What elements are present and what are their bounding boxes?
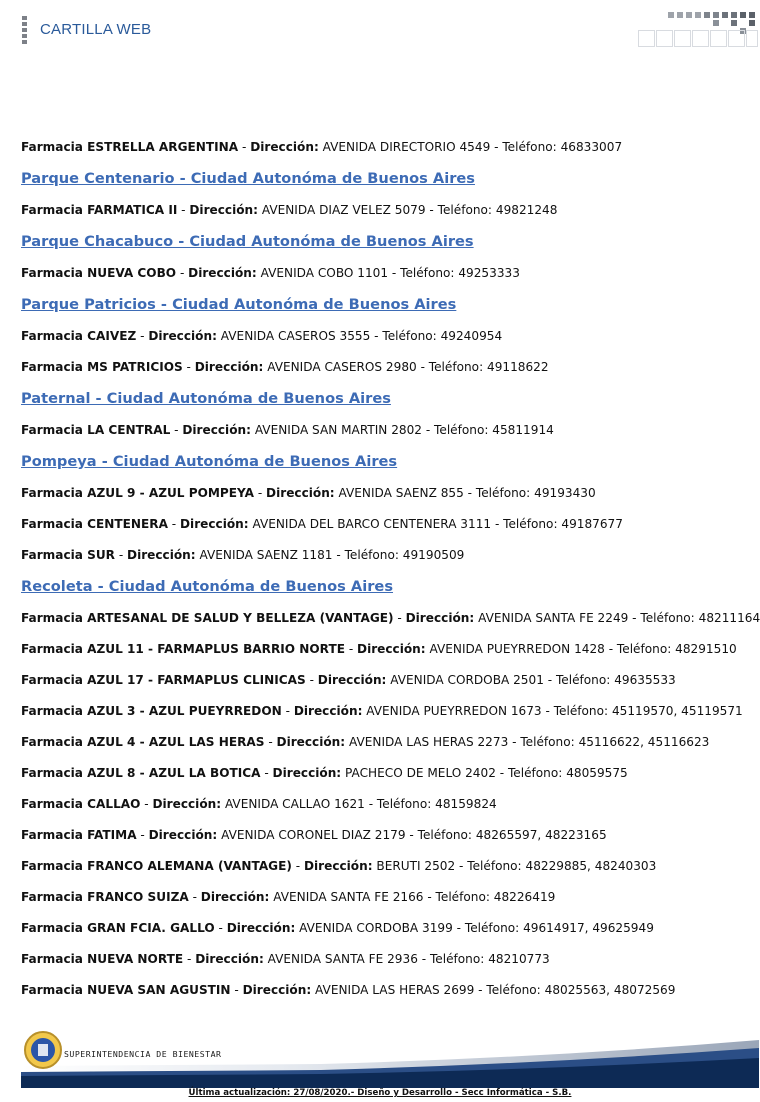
address-label: Dirección: (148, 329, 217, 343)
separator: - (416, 360, 429, 374)
pharmacy-entry (21, 484, 751, 502)
address-label: Dirección: (188, 266, 257, 280)
address-value: AVENIDA SAENZ 855 (338, 486, 464, 500)
phone-value: 49821248 (495, 203, 558, 217)
page-title: CARTILLA WEB (40, 21, 152, 38)
phone-label: Teléfono: (616, 642, 672, 656)
separator: - (170, 423, 183, 437)
pharmacy-entry (21, 671, 751, 689)
separator: - (393, 611, 406, 625)
separator: - (508, 735, 521, 749)
address-value: AVENIDA SAN MARTIN 2802 (254, 423, 422, 437)
address-label: Dirección: (317, 673, 387, 687)
pharmacy-name: Farmacia ESTRELLA ARGENTINA (21, 140, 239, 154)
separator: - (214, 921, 227, 935)
phone-label: Teléfono: (464, 921, 520, 935)
address-label: Dirección: (293, 704, 363, 718)
separator: - (388, 266, 401, 280)
separator: - (264, 735, 277, 749)
phone-label: Teléfono: (344, 548, 399, 562)
phone-value: 48229885, 48240303 (525, 859, 657, 873)
separator: - (425, 203, 438, 217)
pharmacy-name: Farmacia CAIVEZ (21, 329, 137, 343)
phone-label: Teléfono: (475, 486, 531, 500)
address-label: Dirección: (266, 486, 335, 500)
phone-value: 48291510 (675, 642, 737, 656)
separator: - (364, 797, 377, 811)
separator: - (452, 921, 465, 935)
pharmacy-name: Farmacia NUEVA COBO (21, 266, 177, 280)
address-value: AVENIDA PUEYRREDON 1673 (366, 704, 542, 718)
pharmacy-name: Farmacia AZUL 3 - AZUL PUEYRREDON (21, 704, 282, 718)
separator: - (305, 673, 318, 687)
address-label: Dirección: (148, 828, 218, 842)
pharmacy-entry (21, 764, 751, 782)
pharmacy-entry (21, 950, 751, 968)
separator: - (136, 329, 149, 343)
address-value: BERUTI 2502 (376, 859, 456, 873)
pharmacy-entry (21, 888, 751, 906)
phone-label: Teléfono: (434, 423, 489, 437)
pharmacy-entry (21, 264, 751, 282)
phone-label: Teléfono: (376, 797, 432, 811)
phone-label: Teléfono: (502, 140, 557, 154)
address-value: AVENIDA CALLAO 1621 (224, 797, 365, 811)
phone-label: Teléfono: (428, 360, 484, 374)
pharmacy-name: Farmacia AZUL 11 - FARMAPLUS BARRIO NORTE (21, 642, 345, 656)
address-label: Dirección: (272, 766, 342, 780)
pharmacy-entry (21, 546, 751, 564)
phone-value: 48210773 (488, 952, 550, 966)
separator: - (491, 517, 504, 531)
section-heading-link[interactable]: Paternal - Ciudad Autonóma de Buenos Aires (21, 390, 391, 407)
pharmacy-name: Farmacia SUR (21, 548, 115, 562)
separator: - (370, 329, 383, 343)
phone-label: Teléfono: (417, 828, 472, 842)
phone-value: 48226419 (493, 890, 556, 904)
phone-value: 49614917, 49625949 (523, 921, 654, 935)
pharmacy-name: Farmacia AZUL 8 - AZUL LA BOTICA (21, 766, 261, 780)
separator: - (423, 890, 436, 904)
address-value: PACHECO DE MELO 2402 (345, 766, 496, 780)
address-value: AVENIDA SANTA FE 2249 (478, 611, 629, 625)
address-value: AVENIDA SANTA FE 2936 (267, 952, 418, 966)
phone-value: 45116622, 45116623 (578, 735, 710, 749)
separator: - (541, 704, 554, 718)
address-value: AVENIDA DIAZ VELEZ 5079 (261, 203, 426, 217)
pharmacy-name: Farmacia NUEVA NORTE (21, 952, 184, 966)
phone-value: 49190509 (402, 548, 465, 562)
address-value: AVENIDA CORONEL DIAZ 2179 (221, 828, 406, 842)
separator: - (238, 140, 251, 154)
phone-label: Teléfono: (520, 735, 575, 749)
pharmacy-name: Farmacia AZUL 9 - AZUL POMPEYA (21, 486, 254, 500)
separator: - (332, 548, 345, 562)
separator: - (281, 704, 294, 718)
address-value: AVENIDA SAENZ 1181 (199, 548, 333, 562)
address-label: Dirección: (200, 890, 270, 904)
address-value: AVENIDA DIRECTORIO 4549 (322, 140, 491, 154)
pharmacy-entry (21, 981, 751, 999)
separator: - (177, 203, 190, 217)
phone-value: 49635533 (614, 673, 676, 687)
address-value: AVENIDA LAS HERAS 2699 (315, 983, 475, 997)
separator: - (405, 828, 418, 842)
address-label: Dirección: (180, 517, 249, 531)
separator: - (344, 642, 358, 656)
footer-update-text: Última actualización: 27/08/2020.- Diseño y Desarrollo - Secc Informática - S.B. (188, 1088, 572, 1098)
separator: - (183, 952, 196, 966)
separator: - (490, 140, 503, 154)
separator: - (463, 486, 476, 500)
pharmacy-entry (21, 640, 751, 658)
address-label: Dirección: (242, 983, 312, 997)
separator: - (167, 517, 181, 531)
separator: - (182, 360, 195, 374)
address-label: Dirección: (195, 952, 264, 966)
address-label: Dirección: (357, 642, 426, 656)
separator: - (260, 766, 273, 780)
section-heading-link[interactable]: Pompeya - Ciudad Autonóma de Buenos Aires (21, 453, 398, 470)
separator: - (114, 548, 128, 562)
phone-label: Teléfono: (435, 890, 490, 904)
phone-label: Teléfono: (553, 704, 609, 718)
address-value: AVENIDA CORDOBA 3199 (299, 921, 453, 935)
header-stripe-icon (22, 16, 27, 46)
pharmacy-entry (21, 609, 760, 627)
phone-value: 48265597, 48223165 (475, 828, 607, 842)
address-value: AVENIDA PUEYRREDON 1428 (429, 642, 605, 656)
pharmacy-entry (21, 702, 751, 720)
phone-value: 46833007 (560, 140, 623, 154)
address-label: Dirección: (127, 548, 196, 562)
separator: - (140, 797, 153, 811)
phone-value: 49187677 (561, 517, 623, 531)
pharmacy-entry (21, 515, 751, 533)
pharmacy-name: Farmacia AZUL 17 - FARMAPLUS CLINICAS (21, 673, 306, 687)
address-label: Dirección: (182, 423, 251, 437)
section-heading-link[interactable]: Parque Centenario - Ciudad Autonóma de Buenos Aires (21, 170, 475, 187)
separator: - (543, 673, 556, 687)
phone-label: Teléfono: (429, 952, 485, 966)
separator: - (495, 766, 508, 780)
pharmacy-entry (21, 857, 751, 875)
phone-value: 48159824 (435, 797, 497, 811)
address-value: AVENIDA CORDOBA 2501 (390, 673, 544, 687)
phone-value: 48025563, 48072569 (544, 983, 676, 997)
address-value: AVENIDA CASEROS 2980 (267, 360, 417, 374)
pharmacy-entry (21, 327, 751, 345)
pharmacy-name: Farmacia CALLAO (21, 797, 141, 811)
pharmacy-name: Farmacia MS PATRICIOS (21, 360, 183, 374)
phone-value: 49240954 (440, 329, 503, 343)
pharmacy-entry (21, 733, 751, 751)
phone-label: Teléfono: (555, 673, 611, 687)
section-heading-link[interactable]: Parque Chacabuco - Ciudad Autonóma de Buenos Aires (21, 233, 474, 250)
address-value: AVENIDA LAS HERAS 2273 (348, 735, 509, 749)
separator: - (628, 611, 641, 625)
pharmacy-name: Farmacia FATIMA (21, 828, 137, 842)
address-label: Dirección: (226, 921, 296, 935)
address-label: Dirección: (303, 859, 373, 873)
address-value: AVENIDA SANTA FE 2166 (273, 890, 424, 904)
separator: - (176, 266, 189, 280)
phone-label: Teléfono: (503, 517, 558, 531)
separator: - (291, 859, 304, 873)
phone-label: Teléfono: (437, 203, 493, 217)
pharmacy-name: Farmacia FARMATICA II (21, 203, 178, 217)
phone-value: 49253333 (458, 266, 520, 280)
phone-value: 48059575 (566, 766, 628, 780)
phone-value: 45119570, 45119571 (611, 704, 743, 718)
pharmacy-name: Farmacia FRANCO ALEMANA (VANTAGE) (21, 859, 292, 873)
address-label: Dirección: (250, 140, 319, 154)
pharmacy-entry (21, 421, 751, 439)
pharmacy-name: Farmacia LA CENTRAL (21, 423, 171, 437)
phone-label: Teléfono: (400, 266, 455, 280)
pharmacy-entry (21, 919, 751, 937)
phone-value: 49118622 (487, 360, 549, 374)
address-label: Dirección: (276, 735, 346, 749)
address-value: AVENIDA CASEROS 3555 (220, 329, 371, 343)
pharmacy-entry (21, 201, 751, 219)
pharmacy-name: Farmacia NUEVA SAN AGUSTIN (21, 983, 231, 997)
separator: - (455, 859, 468, 873)
section-heading-link[interactable]: Parque Patricios - Ciudad Autonóma de Buenos Aires (21, 296, 457, 313)
pharmacy-name: Farmacia AZUL 4 - AZUL LAS HERAS (21, 735, 265, 749)
address-label: Dirección: (189, 203, 258, 217)
phone-label: Teléfono: (467, 859, 522, 873)
phone-label: Teléfono: (507, 766, 563, 780)
phone-label: Teléfono: (382, 329, 437, 343)
pharmacy-list (21, 138, 760, 1012)
separator: - (604, 642, 617, 656)
phone-value: 48211164 (698, 611, 760, 625)
header-pattern-icon (638, 10, 758, 48)
footer-logo-text: SUPERINTENDENCIA DE BIENESTAR (64, 1049, 222, 1059)
pharmacy-entry (21, 826, 751, 844)
pharmacy-name: Farmacia FRANCO SUIZA (21, 890, 189, 904)
phone-label: Teléfono: (486, 983, 541, 997)
page-header (0, 0, 760, 60)
separator: - (417, 952, 430, 966)
address-label: Dirección: (152, 797, 222, 811)
section-heading-link[interactable]: Recoleta - Ciudad Autonóma de Buenos Aires (21, 578, 394, 595)
address-label: Dirección: (405, 611, 475, 625)
separator: - (136, 828, 149, 842)
pharmacy-name: Farmacia ARTESANAL DE SALUD Y BELLEZA (VANTAGE) (21, 611, 394, 625)
pharmacy-name: Farmacia CENTENERA (21, 517, 168, 531)
pharmacy-entry (21, 795, 751, 813)
pharmacy-entry (21, 138, 751, 156)
phone-value: 49193430 (534, 486, 596, 500)
pharmacy-entry (21, 358, 751, 376)
address-value: AVENIDA COBO 1101 (260, 266, 389, 280)
address-label: Dirección: (194, 360, 264, 374)
phone-label: Teléfono: (640, 611, 695, 625)
phone-value: 45811914 (492, 423, 554, 437)
separator: - (474, 983, 487, 997)
separator: - (421, 423, 435, 437)
pharmacy-name: Farmacia GRAN FCIA. GALLO (21, 921, 215, 935)
address-value: AVENIDA DEL BARCO CENTENERA 3111 (252, 517, 492, 531)
separator: - (253, 486, 267, 500)
separator: - (188, 890, 201, 904)
separator: - (230, 983, 243, 997)
